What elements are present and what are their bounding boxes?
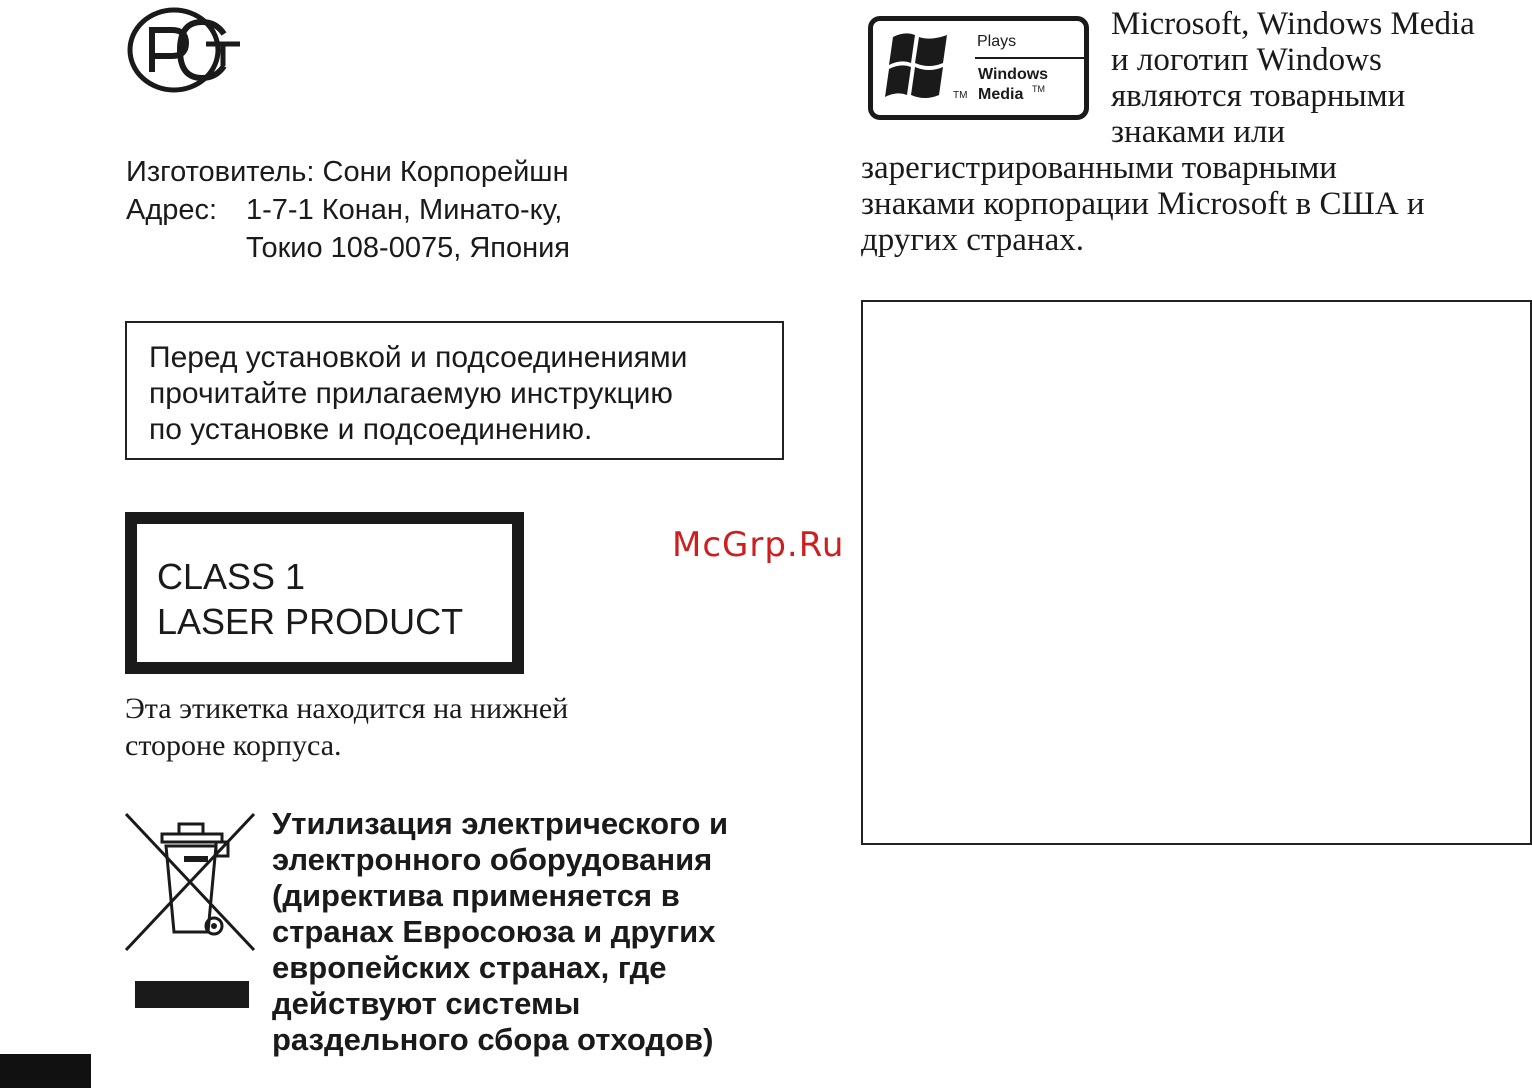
weee-black-bar bbox=[135, 981, 249, 1008]
trademark-line: знаками корпорации Microsoft в США и bbox=[861, 186, 1425, 222]
trademark-symbol: TM bbox=[1032, 84, 1045, 94]
windows-label: Windows bbox=[978, 66, 1049, 83]
manufacturer-line: Изготовитель: Сони Корпорейшн bbox=[126, 156, 569, 188]
blank-framed-area bbox=[861, 300, 1532, 845]
trademark-line: зарегистрированными товарными bbox=[861, 150, 1337, 186]
weee-heading-line: действуют системы bbox=[272, 986, 581, 1021]
trademark-line: других странах. bbox=[861, 222, 1084, 258]
label-note-line: стороне корпуса. bbox=[125, 729, 342, 762]
plays-windows-media-logo bbox=[868, 16, 1089, 120]
trademark-line: Microsoft, Windows Media bbox=[1111, 6, 1475, 42]
weee-heading-line: (директива применяется в bbox=[272, 878, 680, 913]
laser-class-label bbox=[125, 512, 524, 674]
logo-divider bbox=[975, 57, 1087, 59]
weee-heading-line: электронного оборудования bbox=[272, 842, 713, 877]
trademark-line: знаками или bbox=[1111, 114, 1286, 150]
instruction-line: Перед установкой и подсоединениями bbox=[149, 341, 688, 374]
windows-flag-icon bbox=[883, 31, 953, 103]
label-location-note bbox=[125, 690, 568, 764]
instruction-line: по установке и подсоединению. bbox=[149, 413, 593, 446]
weee-heading-line: странах Евросоюза и других bbox=[272, 914, 716, 949]
weee-heading-line: Утилизация электрического и bbox=[272, 806, 729, 841]
trademark-line: являются товарными bbox=[1111, 78, 1406, 114]
weee-heading-line: раздельного сбора отходов) bbox=[272, 1022, 714, 1057]
weee-heading-line: европейских странах, где bbox=[272, 950, 667, 985]
weee-heading bbox=[272, 806, 728, 1058]
laser-product-line: LASER PRODUCT bbox=[157, 601, 464, 642]
address-line-1: 1-7-1 Конан, Минато-ку, bbox=[246, 194, 563, 226]
label-note-line: Эта этикетка находится на нижней bbox=[125, 692, 569, 725]
laser-class-line: CLASS 1 bbox=[157, 556, 306, 597]
plays-label: Plays bbox=[977, 33, 1017, 50]
watermark-text: McGrp.Ru bbox=[672, 525, 845, 565]
address-line-2: Токио 108-0075, Япония bbox=[246, 232, 571, 264]
trademark-symbol: TM bbox=[953, 90, 968, 101]
instruction-notice-box bbox=[125, 321, 784, 460]
page-corner-marker bbox=[0, 1054, 91, 1088]
address-label: Адрес: bbox=[126, 194, 218, 226]
trademark-line: и логотип Windows bbox=[1111, 42, 1382, 78]
gost-certification-logo bbox=[126, 4, 246, 94]
crossed-out-bin-icon bbox=[124, 812, 259, 957]
media-label: Media bbox=[978, 86, 1024, 103]
instruction-line: прочитайте прилагаемую инструкцию bbox=[149, 377, 673, 410]
